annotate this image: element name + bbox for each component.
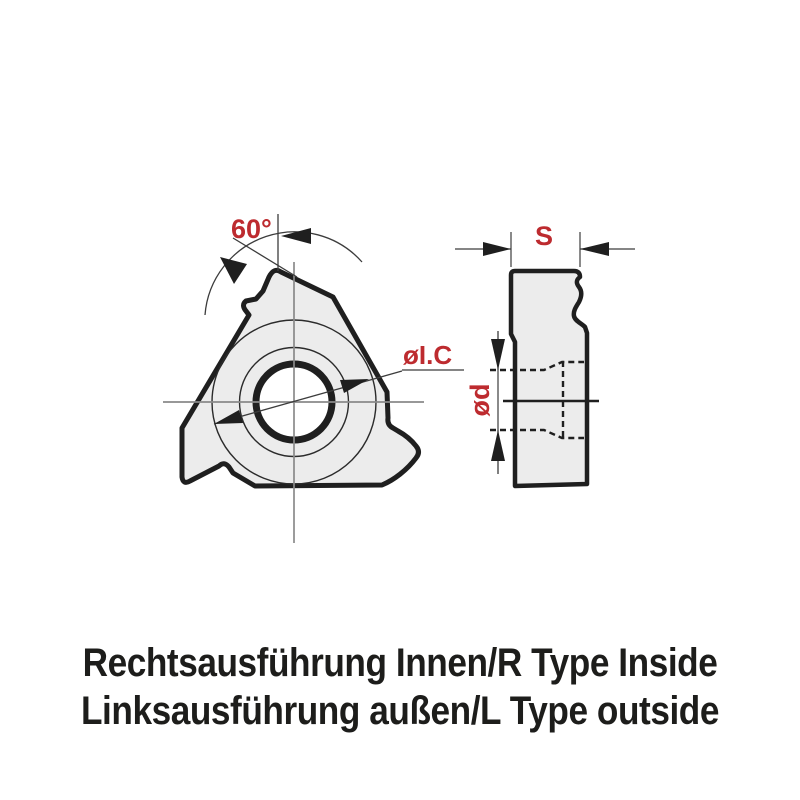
d-arrow-down: [491, 339, 505, 370]
s-dimension: [455, 221, 635, 267]
s-arrow-left: [580, 242, 609, 256]
s-label: S: [534, 221, 554, 251]
caption-line-1: Rechtsausführung Innen/R Type Inside: [82, 641, 718, 685]
d-arrow-up: [491, 430, 505, 461]
angle-arrow-left: [220, 257, 247, 284]
angle-arrow-right: [281, 228, 311, 244]
s-arrow-right: [483, 242, 511, 256]
angle-label: 60°: [231, 214, 272, 244]
caption: [48, 639, 752, 735]
caption-line-2: Linksausführung außen/L Type outside: [80, 689, 720, 733]
d-label: ød: [465, 383, 495, 417]
side-profile-outline: [511, 271, 587, 486]
ic-label: øI.C: [403, 340, 453, 370]
side-view: [455, 221, 635, 486]
d-dimension: [465, 331, 505, 474]
front-view: [163, 214, 464, 543]
